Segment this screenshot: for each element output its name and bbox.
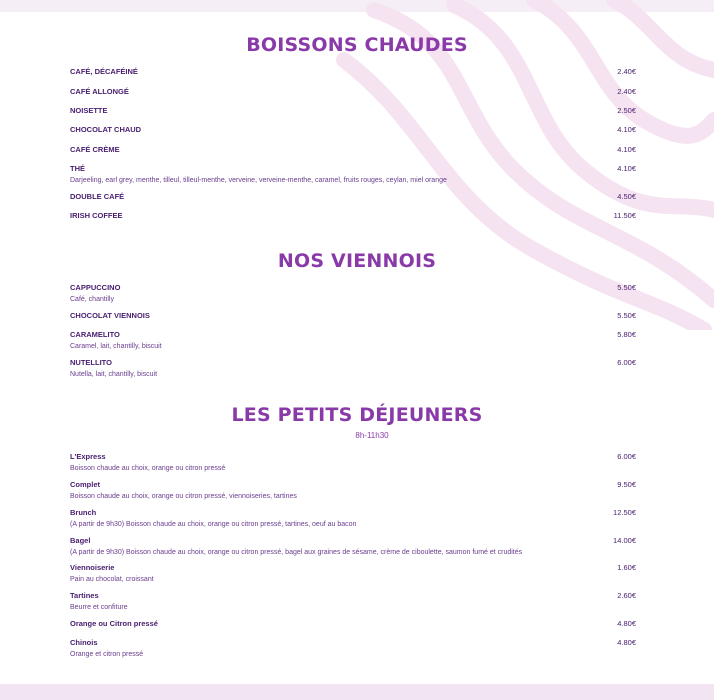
item-name: Viennoiserie [70,563,115,572]
item-name: NOISETTE [70,106,108,115]
menu-item [70,283,636,305]
item-price: 1.60€ [617,563,636,572]
item-description: Darjeeling, earl grey, menthe, tilleul, tilleul-menthe, verveine, verveine-menthe, caramel, fruits rouges, ceylan, miel orange [70,177,447,184]
item-name: DOUBLE CAFÉ [70,192,125,201]
item-description: Nutella, lait, chantilly, biscuit [70,371,158,378]
menu-item [70,452,636,474]
menu-item [70,192,636,202]
item-price: 6.00€ [617,452,636,461]
item-price: 5.50€ [617,283,636,292]
section-title-nos-viennois: NOS VIENNOIS [277,250,437,272]
menu-item [70,330,636,352]
item-name: CAFÉ, DÉCAFÉINÉ [70,67,138,76]
menu-item [70,106,636,116]
item-name: CAFÉ ALLONGÉ [70,87,129,96]
item-name: Brunch [70,508,97,517]
menu-item [70,536,636,558]
menu-item [70,125,636,135]
bottom-band [0,684,714,700]
item-price: 4.10€ [617,164,636,173]
section-subtitle-hours: 8h-11h30 [355,431,389,440]
item-price: 4.10€ [617,125,636,134]
item-price: 4.80€ [617,619,636,628]
menu-item [70,145,636,155]
item-price: 4.80€ [617,638,636,647]
menu-item [70,508,636,530]
menu-item [70,164,636,186]
item-name: CAFÉ CRÈME [70,145,120,154]
section-title-boissons-chaudes: BOISSONS CHAUDES [246,34,468,56]
item-description: Boisson chaude au choix, orange ou citron pressé [70,465,226,472]
menu-item [70,87,636,97]
item-description: Beurre et confiture [70,604,128,611]
item-price: 4.50€ [617,192,636,201]
item-name: CAPPUCCINO [70,283,121,292]
section-title-petits-dejeuners: LES PETITS DÉJEUNERS [231,404,483,426]
item-description: Boisson chaude au choix, orange ou citron pressé, viennoiseries, tartines [70,493,297,500]
menu-item [70,67,636,77]
item-price: 14.00€ [613,536,636,545]
menu-item [70,591,636,613]
item-name: THÉ [70,164,85,173]
item-name: NUTELLITO [70,358,112,367]
item-name: Bagel [70,536,91,545]
item-description: Pain au chocolat, croissant [70,576,154,583]
item-description: Caramel, lait, chantilly, biscuit [70,343,162,350]
menu-item [70,211,636,221]
menu-item [70,480,636,502]
item-price: 2.60€ [617,591,636,600]
item-price: 12.50€ [613,508,636,517]
item-name: L'Express [70,452,106,461]
item-description: (A partir de 9h30) Boisson chaude au choix, orange ou citron pressé, bagel aux graines de sésame, crème de ciboulette, saumon fumé et crudités [70,549,523,556]
item-price: 4.10€ [617,145,636,154]
item-price: 2.40€ [617,67,636,76]
item-name: Orange ou Citron pressé [70,619,158,628]
menu-item [70,638,636,660]
menu-item [70,563,636,585]
item-description: Café, chantilly [70,296,114,303]
item-price: 6.00€ [617,358,636,367]
item-name: IRISH COFFEE [70,211,123,220]
item-name: Chinois [70,638,98,647]
item-name: Tartines [70,591,99,600]
item-name: CHOCOLAT CHAUD [70,125,142,134]
item-price: 11.50€ [613,211,636,220]
item-price: 5.80€ [617,330,636,339]
item-price: 9.50€ [617,480,636,489]
item-price: 5.50€ [617,311,636,320]
menu-item [70,619,636,629]
item-name: CARAMELITO [70,330,120,339]
item-description: Orange et citron pressé [70,651,144,658]
item-price: 2.40€ [617,87,636,96]
item-name: Complet [70,480,100,489]
item-price: 2.50€ [617,106,636,115]
item-name: CHOCOLAT VIENNOIS [70,311,150,320]
item-description: (A partir de 9h30) Boisson chaude au choix, orange ou citron pressé, tartines, oeuf au bacon [70,521,357,528]
menu-item [70,358,636,380]
menu-item [70,311,636,321]
